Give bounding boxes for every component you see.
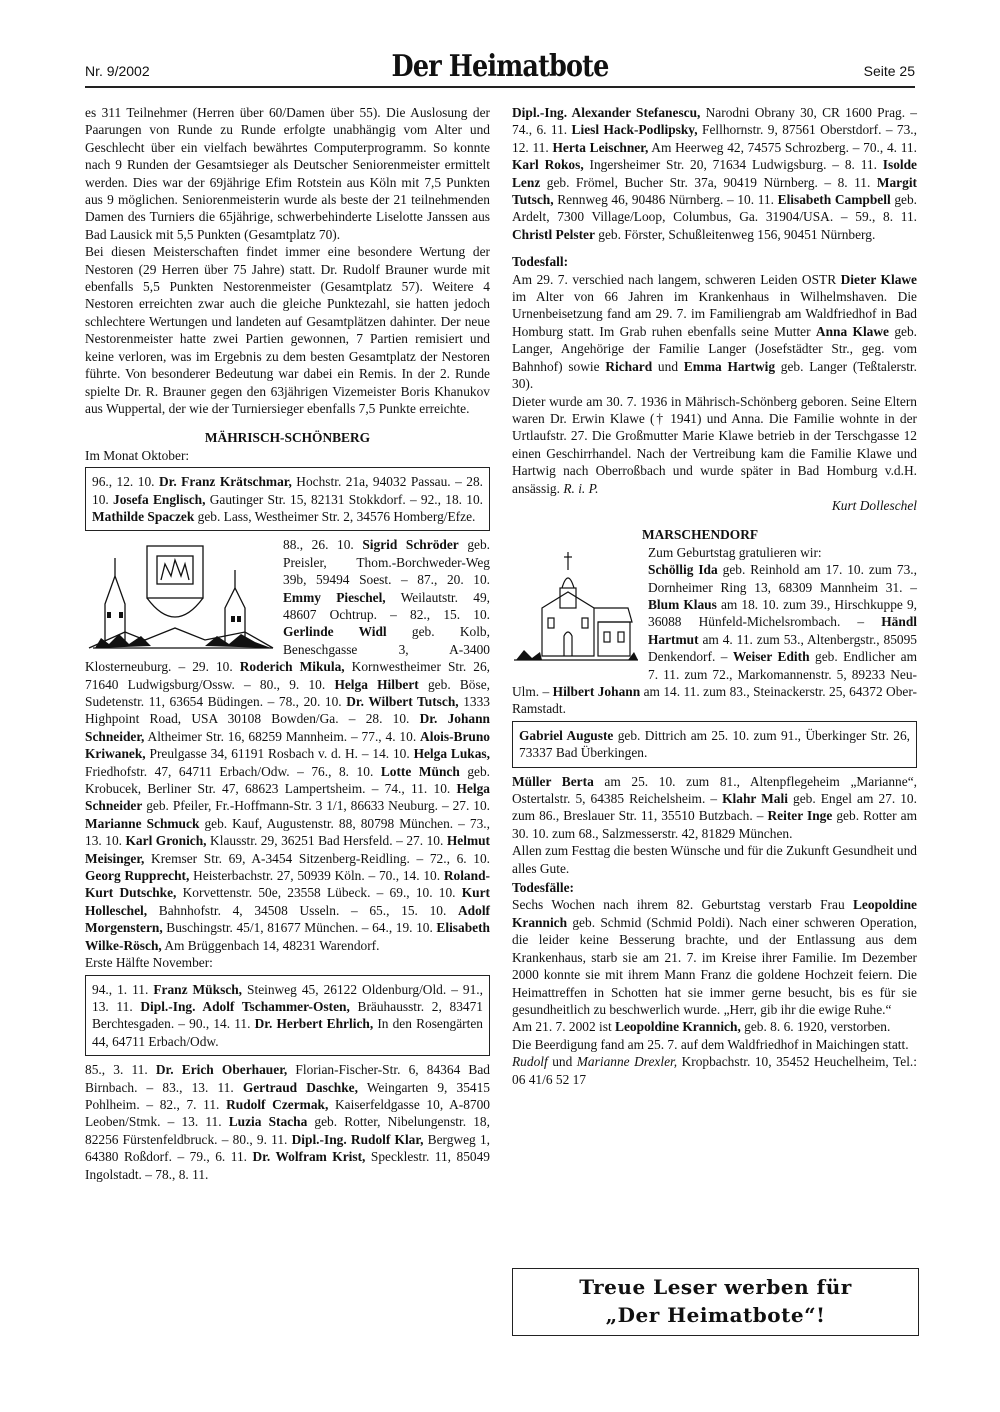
person-name: Karl Rokos,: [512, 157, 584, 173]
person-name: Gertraud Daschke,: [242, 1079, 358, 1095]
header-rule: [85, 86, 915, 88]
text: Narodni Obrany 30, CR 1600 Prag. – 74., 6. 11.: [512, 105, 917, 138]
text: Dieter wurde am 30. 7. 1936 in Mährisch-Schönberg geboren. Seine Eltern waren Dr. Erwin Klawe († 1941) und Anna. Die Familie wohnte in der Urtlaufstr. 27. Die Großmutter Marie Klawe betrieb in der Terschgasse 12 einen Geschirrhandel. Nach der Vertreibung kam die Familie Klawe und Hartwig nach Oberroßbach und wurde später in Bad Homburg v.d.H. ansässig.: [512, 393, 917, 496]
greeting: Allen zum Festtag die besten Wünsche und für die Zukunft Gesundheit und alles Gute.: [512, 843, 917, 876]
banner-line: „Der Heimatbote“!: [605, 1303, 826, 1327]
text: im Alter von 66 Jahren im Krankenhaus in Wilhelmshaven. Die Urnenbeisetzung fand am 29. 7. im Familiengrab am Waldfriedhof in Bad Homburg statt. Im Grab ruhen ebenfalls seine Mutter: [512, 289, 917, 339]
text: Kremser Str. 69, A-3454 Sitzenberg-Reidling. – 72., 6. 10.: [144, 850, 490, 866]
person-name: Roland-Kurt Dutschke,: [85, 868, 490, 901]
person-name: Dr. Herbert Ehrlich,: [254, 1016, 374, 1032]
birthday-list: [85, 1061, 490, 1183]
text: am 4. 11. zum 53., Altenbergstr., 85095 Denkendorf. –: [648, 631, 917, 665]
right-column: [512, 104, 917, 1088]
person-name: Anna Klawe: [815, 323, 889, 339]
text: geb. Schmid (Schmid Poldi). Nach einer schweren Operation, die leider keine Besserung brachte, und der Entlassung aus dem Krankenhaus, starb sie am 21. 7. im Kreise ihrer Familie. Im Dezember 2000 konnte sie mit ihrem Mann Franz die goldene Hochzeit feiern. Die Heimattreffen in Schotten hat sie immer gerne besucht, bis es für sie gesundheitlich zu beschwerlich wurde. „Herr, gib ihr die ewige Ruhe.“: [512, 914, 917, 1017]
text: geb. Reinhold am 17. 10. zum 73., Dornheimer Ring 13, 68309 Mannheim 31. –: [648, 562, 917, 595]
person-name: Dipl.-Ing. Alexander Stefanescu,: [512, 105, 701, 120]
text: am 18. 10. zum 39., Hirschkuppe 9, 36088 Hünfeld-Michelsrombach. –: [648, 596, 917, 630]
text: am 25. 10. zum 81., Altenpflegeheim „Marianne“, Ostertalstr. 5, 64385 Reichelsheim. –: [512, 773, 917, 807]
person-name: Adolf Morgenstern,: [85, 902, 490, 936]
person-name: Alois-Bruno Kriwanek,: [85, 728, 490, 762]
person-name: Richard: [605, 358, 653, 374]
person-name: Gabriel Auguste: [519, 727, 614, 743]
person-name: Helga Lukas,: [413, 746, 490, 762]
text: Florian-Fischer-Str. 6, 84364 Bad Birnbach. – 83., 13. 11.: [85, 1062, 490, 1095]
person-name: Helmut Meisinger,: [85, 833, 490, 866]
text: Korvettenstr. 50e, 23558 Lübeck. – 69., 10. 10.: [176, 885, 462, 901]
page-number: Seite 25: [863, 63, 915, 79]
person-name: Reiter Inge: [767, 808, 833, 824]
person-name: Liesl Hack-Podlipsky,: [571, 122, 698, 138]
text: geb. Pfeiler, Fr.-Hoffmann-Str. 3 1/1, 86633 Neuburg. – 27. 10.: [142, 798, 490, 814]
text: geb. Lass, Westheimer Str. 2, 34576 Homberg/Efze.: [194, 508, 476, 524]
text: und: [652, 358, 684, 374]
person-name: Dieter Klawe: [840, 271, 918, 287]
text: Weingarten 9, 35415 Pohlheim. – 82., 7. 11.: [85, 1079, 491, 1112]
person-name: Elisabeth Campbell: [777, 192, 891, 208]
text: Sechs Wochen nach ihrem 82. Geburtstag verstarb Frau: [512, 897, 853, 913]
text: Weilautstr. 49, 48607 Ochtrup. – 82., 15. 10.: [283, 589, 491, 622]
birthday-list: [512, 104, 917, 243]
subheading: Im Monat Oktober:: [85, 447, 190, 463]
text: geb. Ardelt, 7300 Village/Loop, Columbus, Ga. 31904/USA. – 59., 8. 11.: [512, 192, 918, 225]
person-name: Leopoldine Krannich,: [615, 1019, 741, 1035]
text: 96., 12. 10.: [92, 474, 159, 490]
text: Altheimer Str. 16, 68259 Mannheim. – 77., 4. 10.: [144, 728, 421, 744]
person-name: Karl Gronich,: [125, 833, 207, 849]
person-name: Schöllig Ida: [648, 562, 718, 578]
text: Bergweg 1, 64380 Roßdorf. – 79., 6. 11.: [85, 1131, 490, 1165]
text: Buschingstr. 45/1, 81677 München. – 64., 19. 10.: [162, 920, 437, 936]
subheading: Erste Hälfte November:: [85, 955, 213, 971]
obituary-text: [512, 1018, 917, 1035]
birthday-list: [85, 536, 490, 954]
text: Am Brüggenbach 14, 48231 Warendorf.: [161, 937, 380, 953]
person-name: Luzia Stacha: [228, 1114, 308, 1130]
text: geb. Förster, Schußleitenweg 156, 90451 Nürnberg.: [594, 226, 876, 242]
text: geb. Krobucek, Berliner Str. 47, 68623 Lampertsheim. – 74., 11. 10.: [85, 763, 490, 797]
subheading: Todesfall:: [512, 254, 569, 270]
person-name: Helga Schneider: [85, 781, 490, 814]
obituary-text: [512, 393, 917, 497]
text: am 14. 11. zum 83., Steinackerstr. 25, 64372 Ober-Ramstadt.: [512, 684, 918, 717]
person-name: Dr. Wolfram Krist,: [252, 1149, 366, 1165]
text: Preulgasse 34, 61191 Rosbach v. d. H. – 14. 10.: [145, 746, 414, 762]
text: Kornwestheimer Str. 26, 71640 Ludwigsburg/Ossw. – 80., 9. 10.: [85, 659, 490, 692]
paragraph: Bei diesen Meisterschaften findet immer eine besondere Wertung der Nestoren (29 Herren über 75 Jahre) statt. Dr. Rudolf Brauner wurde mit ebenfalls 5,5 Punkten Nestorenmeister (Gesamtplatz 57). Weitere 4 Nestoren erreichten zwar auch die gleiche Punktezahl, sie hatten jedoch schlechtere Wertungen und landeten auf Gesamtplätzen dahinter. Der neue Nestorenmeister hatte zwei Partien gewonnen, 7 Partien remisiert und keine verloren, was im Ergebnis zu dem besten Gesamtplatz der Nestoren führte. Von besonderer Bedeutung war dabei ein Remis. In der 2. Runde spielte Dr. R. Brauner gegen den 63jährigen Vizemeister Boris Khanukov aus Wuppertal, der wie der Turniersieger ebenfalls 7,5 Punkte erreichte.: [85, 244, 490, 416]
section-heading: MÄHRISCH-SCHÖNBERG: [204, 430, 371, 446]
person-name: Elisabeth Wilke-Rösch,: [85, 920, 490, 953]
text: Rennweg 46, 90486 Nürnberg. – 10. 11.: [553, 192, 778, 208]
person-name: Gerlinde Widl: [283, 624, 387, 640]
text: geb. Frömel, Bucher Str. 37a, 90419 Nürnberg. – 8. 11.: [540, 174, 877, 190]
text: geb. Endlicher am 7. 11. zum 72., Markomannenstr. 5, 89233 Neu-Ulm. –: [512, 649, 917, 699]
person-name: Christl Pelster: [512, 226, 595, 242]
text: geb. Böse, Sudetenstr. 11, 63654 Büdingen. – 78., 20. 10.: [85, 676, 491, 709]
person-name: Dr. Erich Oberhauer,: [155, 1062, 288, 1078]
text: Am Heerweg 42, 74575 Schrozberg. – 70., 4. 11.: [648, 139, 917, 155]
text: geb. Langer, Angehörige der Familie Langer (Josefstädter Str., geg. vom Bahnhof) sowie: [512, 323, 918, 374]
birthday-list: [512, 773, 917, 843]
person-name: Roderich Mikula,: [239, 659, 345, 675]
text: In den Rosengärten 44, 64711 Erbach/Odw.: [92, 1016, 484, 1049]
person-name: Dipl.-Ing. Adolf Tschammer-Osten,: [140, 998, 350, 1014]
person-name: Herta Leischner,: [552, 139, 649, 155]
text: Bahnhofstr. 4, 34508 Usseln. – 65., 15. 10.: [147, 902, 458, 918]
town-illustration: [85, 536, 277, 652]
text: geb. Dittrich am 25. 10. zum 91., Überkinger Str. 26, 73337 Bad Überkingen.: [519, 727, 910, 761]
person-name: Blum Klaus: [648, 596, 717, 612]
issue-number: Nr. 9/2002: [85, 63, 150, 79]
person-name: Rudolf Czermak,: [226, 1096, 329, 1112]
text: Steinweg 45, 26122 Oldenburg/Old. – 91., 13. 11.: [92, 981, 483, 1014]
text: geb. Kolb, Beneschgasse 3, A-3400 Klosterneuburg. – 29. 10.: [85, 624, 490, 675]
text: 88., 26. 10.: [283, 537, 363, 553]
promo-banner: [512, 1268, 919, 1336]
text: Am 21. 7. 2002 ist: [512, 1019, 616, 1035]
text: geb. Rotter am 30. 10. zum 68., Salzmesserstr. 42, 81829 München.: [512, 808, 917, 841]
text: geb. Preisler, Thom.-Borchweder-Weg 39b, 59494 Soest. – 87., 20. 10.: [283, 537, 491, 588]
person-name: Rudolf: [512, 1054, 548, 1070]
person-name: Emmy Pieschel,: [283, 589, 386, 605]
text: Kaiserfeldgasse 10, A-8700 Leoben/Stmk. – 13. 11.: [85, 1096, 490, 1130]
person-name: Georg Rupprecht,: [85, 868, 190, 884]
text: Hochstr. 21a, 94032 Passau. – 28. 10.: [92, 474, 483, 507]
obituary-text: [512, 271, 917, 393]
text: geb. Kauf, Augustenstr. 88, 80798 München. – 73., 13. 10.: [85, 815, 490, 849]
text: Bräuhausstr. 2, 83471 Berchtesgaden. – 90., 14. 11.: [92, 998, 483, 1032]
left-column: [85, 104, 490, 1183]
person-name: Hilbert Johann: [552, 684, 641, 699]
masthead-title: Der Heimatbote: [391, 49, 609, 84]
author: Kurt Dolleschel: [831, 497, 917, 513]
birthday-box: [85, 975, 490, 1057]
text: Fellhornstr. 9, 87561 Oberstdorf. – 73., 12. 11.: [512, 122, 917, 155]
obituary-text: Die Beerdigung fand am 25. 7. auf dem Waldfriedhof in Maichingen statt.: [512, 1036, 909, 1052]
text: Klausstr. 29, 36251 Bad Hersfeld. – 27. 10.: [206, 833, 447, 849]
text: Ingersheimer Str. 20, 71634 Ludwigsburg. – 8. 11.: [583, 157, 883, 173]
text: geb. Rotter, Nibelungenstr. 18, 82256 Fürstenfeldbruck. – 80., 9. 11.: [85, 1114, 490, 1147]
rip-mark: R. i. P.: [563, 480, 599, 496]
person-name: Margit Tutsch,: [512, 174, 917, 208]
person-name: Kurt Holleschel,: [85, 885, 491, 918]
person-name: Leopoldine Krannich: [512, 897, 917, 930]
text: Zum Geburtstag gratulieren wir:: [648, 544, 822, 560]
birthday-list: [512, 544, 917, 718]
text: geb. 8. 6. 1920, verstorben.: [740, 1019, 891, 1035]
text: Friedhofstr. 47, 64711 Erbach/Odw. – 76., 8. 10.: [85, 763, 381, 779]
person-name: Dr. Franz Krätschmar,: [158, 474, 292, 490]
person-name: Klahr Mali: [722, 791, 788, 807]
person-name: Dipl.-Ing. Rudolf Klar,: [291, 1131, 424, 1147]
birthday-box: [512, 721, 917, 768]
person-name: Marianne Drexler,: [576, 1054, 678, 1070]
text: 1333 Highpoint Road, USA 30108 Bowden/Ga. – 28. 10.: [85, 694, 490, 727]
obituary-text: [512, 896, 917, 1018]
person-name: Franz Müksch,: [153, 981, 243, 997]
person-name: Mathilde Spaczek: [92, 508, 195, 524]
text: 85., 3. 11.: [85, 1062, 156, 1078]
person-name: Dr. Wilbert Tutsch,: [346, 694, 459, 709]
section-heading: MARSCHENDORF: [642, 527, 759, 543]
person-name: Isolde Lenz: [512, 157, 917, 190]
person-name: Dr. Johann Schneider,: [85, 711, 490, 744]
birthday-box: [85, 467, 490, 531]
person-name: Emma Hartwig: [683, 358, 776, 374]
subheading: Todesfälle:: [512, 880, 574, 896]
person-name: Müller Berta: [512, 773, 594, 789]
text: 94., 1. 11.: [92, 981, 154, 997]
text: und: [547, 1054, 577, 1070]
person-name: Sigrid Schröder: [362, 537, 459, 553]
person-name: Händl Hartmut: [648, 614, 917, 647]
person-name: Weiser Edith: [732, 649, 810, 665]
text: geb. Engel am 27. 10. zum 86., Breslauer Str. 11, 35510 Butzbach. –: [512, 791, 917, 824]
page-header: [85, 49, 915, 87]
person-name: Josefa Englisch,: [113, 491, 206, 507]
text: Am 29. 7. verschied nach langem, schweren Leiden OSTR: [512, 271, 841, 287]
text: Gautinger Str. 15, 82131 Stokkdorf. – 92., 18. 10.: [205, 491, 484, 507]
signature-line: [512, 1053, 917, 1088]
church-illustration: [512, 548, 640, 676]
text: Specklestr. 11, 85049 Ingolstadt. – 78., 8. 11.: [85, 1149, 490, 1182]
text: Kropbachstr. 10, 35452 Heuchelheim, Tel.: 06 41/6 52 17: [512, 1054, 918, 1087]
text: Heisterbachstr. 27, 50939 Köln. – 70., 14. 10.: [189, 868, 444, 884]
person-name: Helga Hilbert: [334, 676, 419, 692]
person-name: Lotte Münch: [380, 763, 460, 779]
banner-line: Treue Leser werben für: [579, 1275, 852, 1299]
text: geb. Langer (Teßtalerstr. 30).: [512, 358, 917, 392]
paragraph: es 311 Teilnehmer (Herren über 60/Damen über 55). Die Auslosung der Paarungen von Runde zu Runde erfolgte unabhängig vom Alter und Geschlecht über ein vielfach bewährtes Computerprogramm. So konnte nach 9 Runden der Gesamtsieger als Deutscher Seniorenmeister ermittelt werden. Dies war der 69jährige Efim Rotstein aus Köln mit 7,5 Punkten aus 9 möglichen. Seniorenmeisterin wurde als beste der 21 teilnehmenden Damen des Turniers die 65jährige, schwerbehinderte Liselotte Janssen aus Bad Lausick mit 5,5 Punkten (Gesamtplatz 70).: [85, 105, 490, 242]
person-name: Marianne Schmuck: [85, 815, 200, 831]
